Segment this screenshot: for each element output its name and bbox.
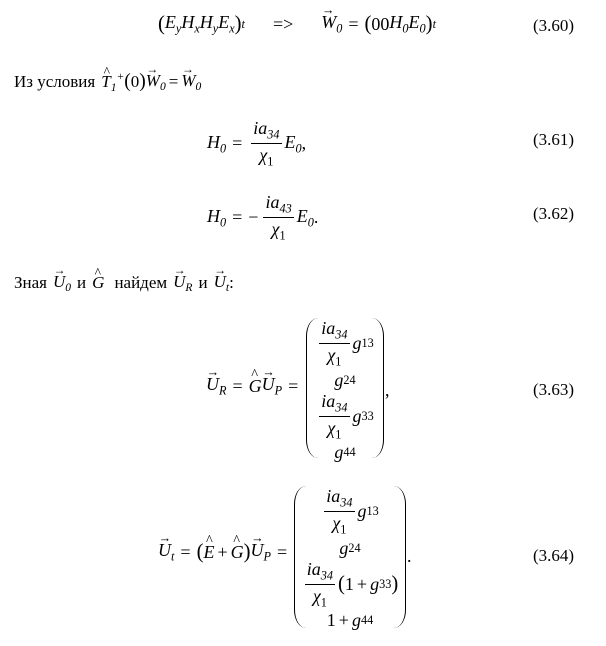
equation-3-64-lhs: → $U_t$ = ( ^ E + ^ G ) → $U_P$ =: [158, 540, 293, 564]
equation-number: (3.62): [533, 204, 575, 223]
equation-number: (3.64): [533, 546, 575, 565]
condition-intro-text: Из условия: [14, 71, 96, 91]
knowing-line: Зная → $U_0$ и ^ G найдем → $U_R$ и → $U_t$ :: [14, 272, 234, 294]
equation-number: (3.61): [533, 130, 575, 149]
knowing-intro-text: Зная: [14, 273, 47, 293]
equation-3-60: ( $E_y$ $H_x$ $H_y$ $E_x$ ) t => → $W_0$ = ( 00 $H_0$ $E_0$ ) t: [158, 12, 436, 36]
implies-arrow: =>: [272, 13, 294, 34]
equation-3-61: $H_0$ = $\frac{ia_{34}}{\chi_1}$ $E_0$ ,: [207, 118, 307, 169]
equation-number: (3.60): [533, 16, 575, 35]
matrix-u-r: $\frac{ia_{34}}{\chi_1}$ g 13 g 24 $\frac{ia_{34}}{\chi_1}$ g 33 g 44: [306, 318, 384, 458]
equation-3-62: $H_0$ = − $\frac{ia_{43}}{\chi_1}$ $E_0$ .: [207, 192, 319, 243]
equation-number: (3.63): [533, 380, 575, 399]
matrix-u-t: $\frac{ia_{34}}{\chi_1}$ g 13 g 24 $\frac{ia_{34}}{\chi_1}$ ( 1 + g 33 ) 1 + g 44: [294, 486, 406, 628]
condition-line: Из условия ^ $T_1^+$ ( 0 ) → $W_0$ = → $W_0$: [14, 70, 201, 94]
equation-3-63-lhs: → $U_R$ = ^ G → $U_P$ =: [206, 374, 304, 398]
open-paren: (: [158, 12, 165, 35]
